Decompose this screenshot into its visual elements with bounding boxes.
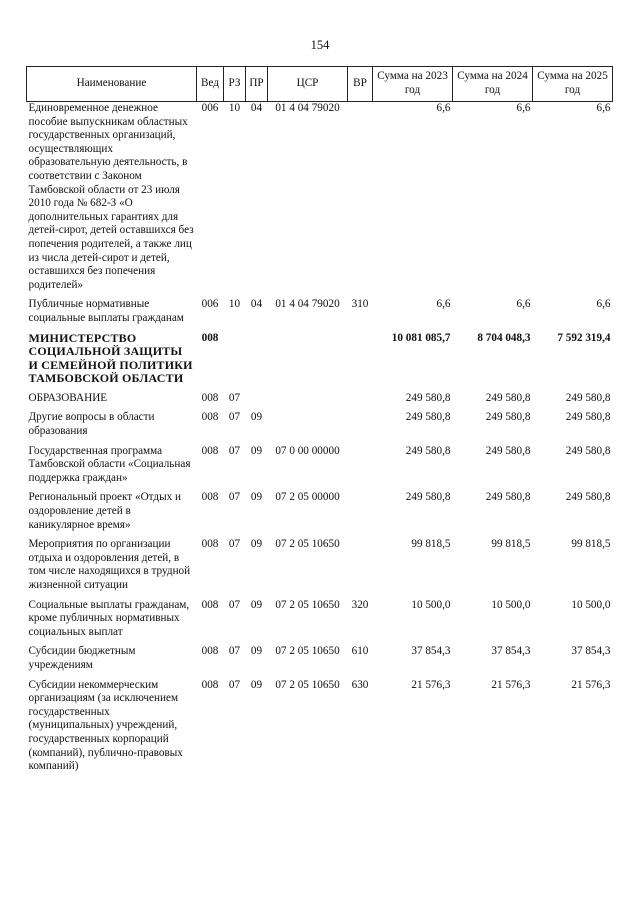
cell-sum-2023: 99 818,5 <box>411 538 451 551</box>
cell-csr: 01 4 04 79020 <box>275 298 340 311</box>
table-row <box>27 445 613 492</box>
cell-rz: 07 <box>228 444 241 457</box>
table-header-row <box>27 67 613 102</box>
cell-vr <box>348 445 373 492</box>
header-vr: ВР <box>348 67 373 102</box>
table-row <box>27 102 613 299</box>
header-csr: ЦСР <box>268 67 348 102</box>
cell-name: Государственная программа Тамбовской области «Социальная поддержка граждан» <box>28 444 191 484</box>
cell-pr: 09 <box>250 538 263 551</box>
cell-ved: 006 <box>201 102 219 114</box>
cell-sum-2024: 249 580,8 <box>485 491 531 504</box>
cell-vr: 610 <box>351 645 369 658</box>
cell-name: Мероприятия по организации отдыха и оздоровления детей, в том числе находящихся в трудной жизненной ситуации <box>28 538 191 591</box>
cell-name: Единовременное денежное пособие выпускникам областных государственных организаций, осуществляющих образовательную деятельность, в соответствии с Законом Тамбовской области от 23 июля 2010 года № 682-З «О дополнительных гарантиях для детей-сирот, детей оставшихся без попечения родителей, а также лиц из числа детей-сирот и детей, оставшихся без попечения родителей» <box>28 102 194 291</box>
cell-name: Социальные выплаты гражданам, кроме публичных нормативных социальных выплат <box>28 598 190 638</box>
cell-sum-2025: 99 818,5 <box>571 538 611 551</box>
cell-csr <box>268 392 348 412</box>
cell-sum-2023: 6,6 <box>436 298 451 311</box>
cell-sum-2024: 249 580,8 <box>485 444 531 457</box>
cell-name: Субсидии бюджетным учреждениям <box>28 645 136 671</box>
cell-sum-2023: 249 580,8 <box>405 411 451 424</box>
cell-ved: 008 <box>201 538 219 551</box>
table-row <box>27 679 613 780</box>
cell-vr <box>348 392 373 412</box>
cell-name: ОБРАЗОВАНИЕ <box>28 391 108 404</box>
cell-ved: 008 <box>201 444 219 457</box>
header-sum-2023: Сумма на 2023 год <box>373 67 453 102</box>
cell-sum-2025: 6,6 <box>596 298 611 311</box>
cell-sum-2023: 21 576,3 <box>411 678 451 691</box>
cell-sum-2025: 249 580,8 <box>565 444 611 457</box>
cell-ved: 008 <box>201 491 219 504</box>
cell-ved: 008 <box>201 645 219 658</box>
cell-name: Другие вопросы в области образования <box>28 411 155 438</box>
cell-rz: 07 <box>228 491 241 504</box>
header-sum-2025: Сумма на 2025 год <box>533 67 613 102</box>
cell-vr: 310 <box>351 298 369 311</box>
table-row <box>27 599 613 646</box>
cell-csr: 07 2 05 10650 <box>275 598 340 611</box>
cell-sum-2023: 249 580,8 <box>405 491 451 504</box>
cell-pr: 09 <box>250 491 263 504</box>
cell-pr: 09 <box>250 598 263 611</box>
cell-pr: 09 <box>250 678 263 691</box>
cell-sum-2025: 7 592 319,4 <box>557 331 611 344</box>
cell-rz: 07 <box>228 391 241 404</box>
cell-sum-2023: 10 081 085,7 <box>391 331 451 344</box>
header-rz: РЗ <box>224 67 246 102</box>
table-row <box>27 298 613 331</box>
cell-pr: 04 <box>250 102 263 114</box>
cell-sum-2023: 10 500,0 <box>411 598 451 611</box>
budget-table <box>26 66 613 780</box>
cell-pr: 04 <box>250 298 263 311</box>
table-row <box>27 491 613 538</box>
cell-sum-2024: 37 854,3 <box>491 645 531 658</box>
cell-sum-2025: 6,6 <box>596 102 611 114</box>
cell-csr: 07 0 00 00000 <box>275 444 340 457</box>
header-sum-2024: Сумма на 2024 год <box>453 67 533 102</box>
cell-sum-2023: 37 854,3 <box>411 645 451 658</box>
cell-sum-2024: 6,6 <box>516 298 531 311</box>
cell-pr <box>246 332 268 392</box>
cell-sum-2023: 6,6 <box>436 102 451 114</box>
cell-rz: 10 <box>228 298 241 311</box>
cell-sum-2025: 249 580,8 <box>565 411 611 424</box>
cell-pr: 09 <box>250 645 263 658</box>
cell-ved: 008 <box>201 411 219 424</box>
cell-ved: 006 <box>201 298 219 311</box>
cell-rz: 07 <box>228 678 241 691</box>
cell-sum-2024: 10 500,0 <box>491 598 531 611</box>
header-name: Наименование <box>27 67 197 102</box>
cell-pr: 09 <box>250 444 263 457</box>
cell-sum-2025: 21 576,3 <box>571 678 611 691</box>
table-row <box>27 538 613 598</box>
cell-vr <box>348 538 373 598</box>
cell-sum-2025: 249 580,8 <box>565 491 611 504</box>
table-row <box>27 645 613 678</box>
cell-sum-2024: 249 580,8 <box>485 411 531 424</box>
table-body <box>27 102 613 780</box>
page-number: 154 <box>310 38 330 52</box>
cell-pr <box>246 392 268 412</box>
cell-name: Субсидии некоммерческим организациям (за исключением государственных (муниципальных) учреждений, государственных корпораций (компаний), публично-правовых компаний) <box>28 678 183 773</box>
cell-sum-2024: 6,6 <box>516 102 531 114</box>
cell-name: МИНИСТЕРСТВО СОЦИАЛЬНОЙ ЗАЩИТЫ И СЕМЕЙНОЙ ПОЛИТИКИ ТАМБОВСКОЙ ОБЛАСТИ <box>28 330 193 386</box>
cell-rz: 07 <box>228 538 241 551</box>
cell-vr: 320 <box>351 598 369 611</box>
table-row <box>27 392 613 412</box>
cell-ved: 008 <box>201 678 219 691</box>
cell-vr <box>348 332 373 392</box>
cell-ved: 008 <box>201 391 219 404</box>
cell-sum-2025: 249 580,8 <box>565 391 611 404</box>
cell-ved: 008 <box>201 331 219 344</box>
cell-sum-2024: 8 704 048,3 <box>477 331 531 344</box>
cell-sum-2024: 249 580,8 <box>485 391 531 404</box>
cell-rz <box>224 332 246 392</box>
header-ved: Вед <box>197 67 224 102</box>
cell-sum-2024: 21 576,3 <box>491 678 531 691</box>
cell-sum-2024: 99 818,5 <box>491 538 531 551</box>
cell-vr: 630 <box>351 678 369 691</box>
cell-csr: 07 2 05 10650 <box>275 678 340 691</box>
cell-rz: 07 <box>228 645 241 658</box>
cell-vr <box>348 102 373 299</box>
cell-csr: 07 2 05 00000 <box>275 491 340 504</box>
cell-name: Региональный проект «Отдых и оздоровление детей в каникулярное время» <box>28 491 181 531</box>
cell-vr <box>348 491 373 538</box>
cell-pr: 09 <box>250 411 263 424</box>
cell-rz: 10 <box>228 102 241 114</box>
cell-csr: 07 2 05 10650 <box>275 645 340 658</box>
cell-name: Публичные нормативные социальные выплаты гражданам <box>28 298 184 324</box>
cell-sum-2023: 249 580,8 <box>405 444 451 457</box>
cell-csr: 07 2 05 10650 <box>275 538 340 551</box>
cell-rz: 07 <box>228 411 241 424</box>
cell-csr <box>268 411 348 444</box>
cell-rz: 07 <box>228 598 241 611</box>
cell-sum-2025: 10 500,0 <box>571 598 611 611</box>
cell-ved: 008 <box>201 598 219 611</box>
table-row <box>27 411 613 444</box>
cell-csr: 01 4 04 79020 <box>275 102 340 114</box>
cell-sum-2025: 37 854,3 <box>571 645 611 658</box>
table-row <box>27 332 613 392</box>
cell-csr <box>268 332 348 392</box>
cell-vr <box>348 411 373 444</box>
header-pr: ПР <box>246 67 268 102</box>
cell-sum-2023: 249 580,8 <box>405 391 451 404</box>
